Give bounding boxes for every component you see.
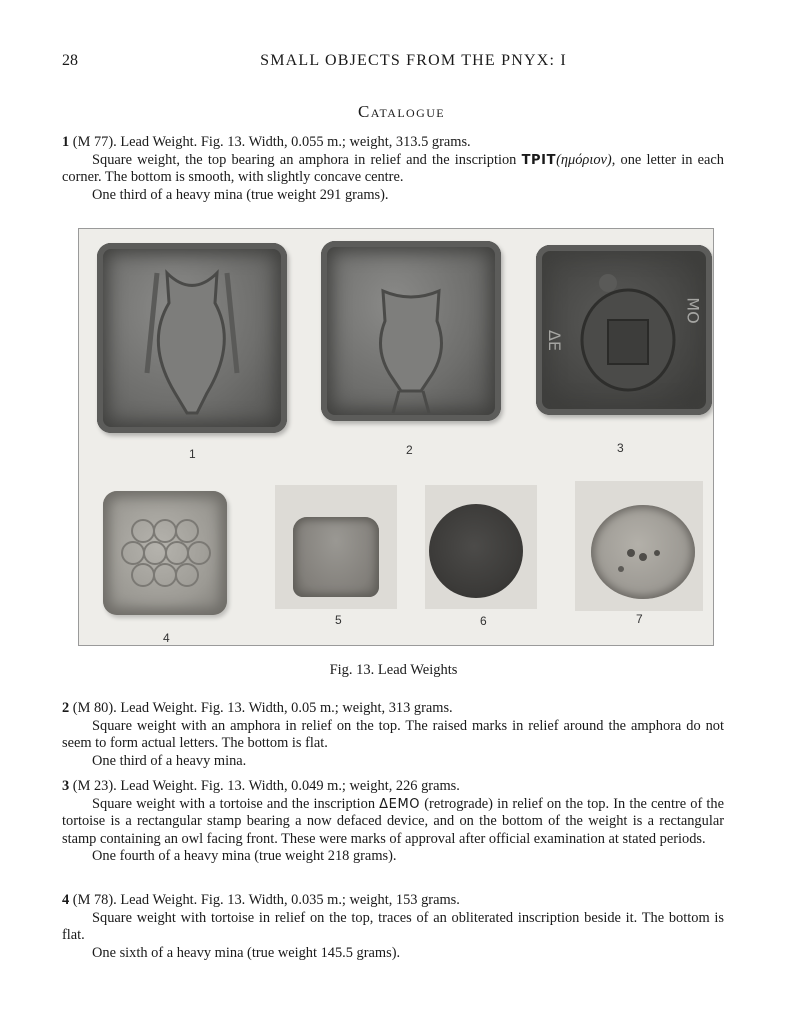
entry-description: Square weight with tortoise in relief on the top, traces of an obliterated inscription beside it. The bottom is flat.: [62, 909, 724, 943]
figure-label: 7: [636, 612, 643, 626]
entry-description: Square weight with an amphora in relief on the top. The raised marks in relief around the amphora do not seem to form actual letters. The bottom is flat.: [62, 717, 724, 751]
figure-label: 3: [617, 441, 624, 455]
catalogue-entry-2: [62, 700, 724, 770]
entry-heading: [62, 700, 724, 718]
entry-heading-text: (M 78). Lead Weight. Fig. 13. Width, 0.035 m.; weight, 153 grams.: [69, 892, 460, 908]
figure-label: 4: [163, 631, 170, 645]
figure-plate: [78, 228, 714, 646]
amphora-relief: [97, 243, 287, 433]
entry-number: 2: [62, 700, 70, 716]
lead-weight-1: [97, 243, 287, 433]
entry-number: 4: [62, 892, 70, 908]
entry-note: One third of a heavy mina (true weight 291 grams).: [92, 186, 389, 203]
figure-caption: Fig. 13. Lead Weights: [329, 662, 458, 678]
entry-note: One third of a heavy mina.: [92, 752, 247, 769]
description-text: Square weight, the top bearing an amphora in relief and the inscription: [92, 151, 522, 168]
entry-description: [62, 152, 724, 187]
figure-label: 6: [480, 614, 487, 628]
tortoise-shell-texture: [103, 491, 227, 615]
lead-weight-4: [103, 491, 227, 615]
inscription-left: ΔΕ: [545, 329, 565, 352]
figure-label: 5: [335, 613, 342, 627]
entry-heading-text: (M 77). Lead Weight. Fig. 13. Width, 0.055 m.; weight, 313.5 grams.: [69, 134, 471, 150]
surface-pitting: [591, 505, 695, 599]
lead-weight-5: [293, 517, 379, 597]
page-number: 28: [62, 52, 78, 69]
running-head: SMALL OBJECTS FROM THE PNYX: I: [260, 52, 567, 69]
entry-note: One sixth of a heavy mina (true weight 145.5 grams).: [92, 944, 401, 961]
lead-weight-2: [321, 241, 501, 421]
entry-number: 3: [62, 778, 70, 794]
catalogue-entry-4: [62, 892, 724, 962]
inscription-right: ΜΟ: [683, 297, 703, 324]
lead-weight-3: [536, 245, 712, 415]
description-text: , one letter in each corner. The bottom is smooth, with slightly concave centre.: [62, 151, 724, 185]
amphora-relief: [321, 241, 501, 421]
entry-heading: [62, 892, 724, 910]
entry-heading-text: (M 80). Lead Weight. Fig. 13. Width, 0.05 m.; weight, 313 grams.: [69, 700, 453, 716]
figure-label: 2: [406, 443, 413, 457]
greek-text: (ημόριον): [556, 151, 612, 168]
inscription-text: TPIT: [521, 152, 557, 168]
entry-description: [62, 796, 724, 849]
catalogue-entry-1: [62, 134, 724, 204]
entry-number: 1: [62, 134, 70, 150]
lead-weight-6: [429, 504, 523, 598]
lead-weight-7: [591, 505, 695, 599]
description-text: (retrograde) in relief on the top. In the centre of the tortoise is a rectangular stamp bearing a now defaced device, and on the bottom of the weight is a rectangular stamp containing an owl facing front. These were marks of approval after official examination at stated periods.: [62, 795, 724, 847]
entry-heading: [62, 134, 724, 152]
inscription-text: ΔEMO: [379, 796, 421, 812]
entry-heading-text: (M 23). Lead Weight. Fig. 13. Width, 0.049 m.; weight, 226 grams.: [69, 778, 460, 794]
entry-note: One fourth of a heavy mina (true weight 218 grams).: [92, 848, 397, 864]
entry-heading: [62, 778, 724, 796]
description-text: Square weight with a tortoise and the inscription: [92, 795, 380, 812]
section-title: Catalogue: [358, 102, 445, 121]
catalogue-entry-3: [62, 778, 724, 866]
figure-label: 1: [189, 447, 196, 461]
